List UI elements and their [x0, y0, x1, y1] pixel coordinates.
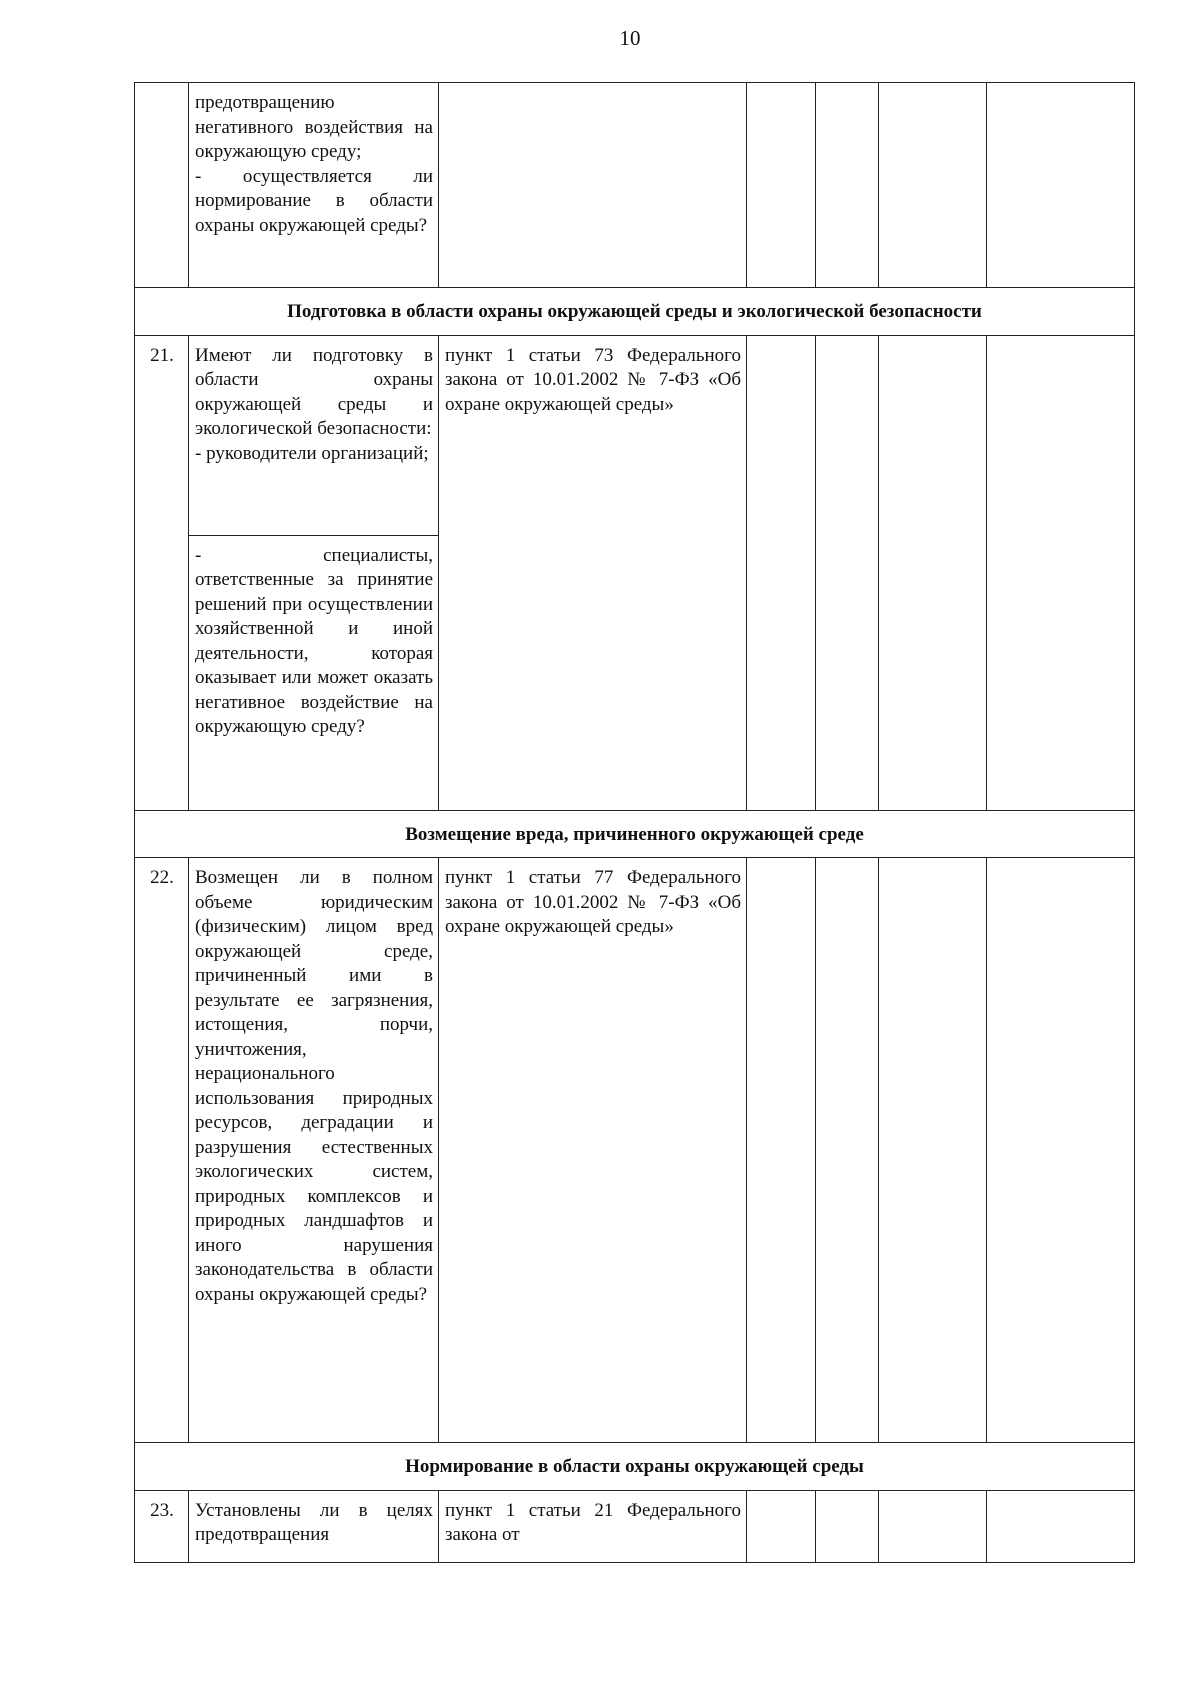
page-number: 10: [619, 26, 641, 50]
section-header-row: [135, 1443, 1135, 1491]
cell-reference: пункт 1 статьи 21 Федерального закона от: [439, 1490, 747, 1562]
cell-question: Имеют ли подготовку в области охраны окружающей среды и экологической безопасности: - руководители организаций;: [189, 335, 439, 535]
cell-empty: [747, 335, 816, 810]
cell-empty: [816, 858, 879, 1443]
table-row: [135, 858, 1135, 1443]
row-number: 21.: [135, 335, 189, 810]
cell-empty: [816, 1490, 879, 1562]
checklist-table: [134, 82, 1135, 1563]
cell-empty: [816, 335, 879, 810]
cell-question: Возмещен ли в полном объеме юридическим (физическим) лицом вред окружающей среде, причиненный ими в результате ее загрязнения, истощения, порчи, уничтожения, нерационального использования природных ресурсов, деградации и разрушения естественных экологических систем, природных комплексов и природных ландшафтов и иного нарушения законодательства в области охраны окружающей среды?: [189, 858, 439, 1443]
cell-empty: [879, 1490, 987, 1562]
cell-empty: [747, 858, 816, 1443]
cell-empty: [987, 335, 1135, 810]
cell-empty: [747, 83, 816, 288]
table-row: [135, 1490, 1135, 1562]
cell-empty: [879, 83, 987, 288]
cell-question: - специалисты, ответственные за принятие решений при осуществлении хозяйственной и иной деятельности, которая оказывает или может оказать негативное воздействие на окружающую среду?: [189, 535, 439, 810]
section-header-row: [135, 288, 1135, 336]
table-row: [135, 83, 1135, 288]
row-number: 22.: [135, 858, 189, 1443]
table-row: [135, 335, 1135, 535]
cell-empty: [987, 83, 1135, 288]
section-title: Нормирование в области охраны окружающей среды: [135, 1443, 1135, 1491]
row-number: 23.: [135, 1490, 189, 1562]
cell-empty: [816, 83, 879, 288]
section-title: Подготовка в области охраны окружающей среды и экологической безопасности: [135, 288, 1135, 336]
cell-empty: [747, 1490, 816, 1562]
cell-reference: пункт 1 статьи 73 Федерального закона от 10.01.2002 № 7-ФЗ «Об охране окружающей среды»: [439, 335, 747, 810]
cell-empty: [879, 858, 987, 1443]
section-title: Возмещение вреда, причиненного окружающей среде: [135, 810, 1135, 858]
cell-empty: [987, 1490, 1135, 1562]
section-header-row: [135, 810, 1135, 858]
cell-question: предотвращению негативного воздействия на окружающую среду; - осуществляется ли нормирование в области охраны окружающей среды?: [189, 83, 439, 288]
cell-question: Установлены ли в целях предотвращения: [189, 1490, 439, 1562]
cell-reference: пункт 1 статьи 77 Федерального закона от 10.01.2002 № 7-ФЗ «Об охране окружающей среды»: [439, 858, 747, 1443]
cell-reference: [439, 83, 747, 288]
cell-empty: [879, 335, 987, 810]
cell-empty: [987, 858, 1135, 1443]
cell-num: [135, 83, 189, 288]
